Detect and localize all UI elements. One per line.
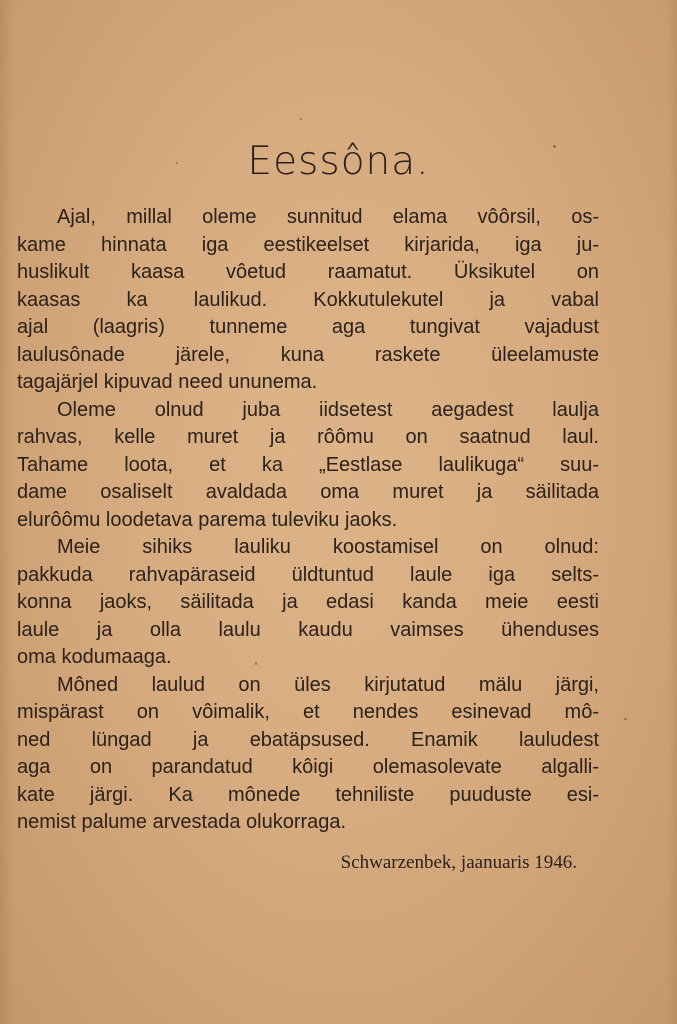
text-line: dame osaliselt avaldada oma muret ja säilitada <box>17 481 599 503</box>
text-line: konna jaoks, säilitada ja edasi kanda meie eesti <box>17 591 599 613</box>
text-line: elurôômu loodetava parema tuleviku jaoks. <box>17 508 398 531</box>
text-line: ned lüngad ja ebatäpsused. Enamik lauludest <box>17 728 599 751</box>
paper-speck <box>176 162 178 164</box>
text-line: oma kodumaaga. <box>17 646 172 668</box>
text-line: huslikult kaasa vôetud raamatut. Üksikutel on <box>17 261 599 283</box>
text-line: tagajärjel kipuvad need ununema. <box>17 371 318 393</box>
text-line: ajal (laagris) tunneme aga tungivat vajadust <box>17 316 599 338</box>
text-line: kate järgi. Ka mônede tehniliste puuduste esi- <box>17 783 599 806</box>
text-line: Oleme olnud juba iidsetest aegadest laulja <box>57 398 599 421</box>
text-line: Ajal, millal oleme sunnitud elama vôôrsil, os- <box>57 206 599 228</box>
text-line: laulusônade järele, kuna raskete üleelamuste <box>17 343 599 366</box>
paper-speck <box>624 718 627 720</box>
text-line: Tahame loota, et ka „Eestlase laulikuga“ suu- <box>17 453 599 476</box>
text-line: kaasas ka laulikud. Kokkutulekutel ja vabal <box>17 288 599 311</box>
text-line: kame hinnata iga eestikeelset kirjarida, iga ju- <box>17 233 599 256</box>
paper-speck <box>300 118 302 120</box>
text-line: pakkuda rahvapäraseid üldtuntud laule iga selts- <box>17 563 599 586</box>
text-line: Môned laulud on üles kirjutatud mälu järgi, <box>57 673 599 696</box>
text-line: laule ja olla laulu kaudu vaimses ühenduses <box>17 618 599 641</box>
paper-speck <box>553 145 556 148</box>
text-line: rahvas, kelle muret ja rôômu on saatnud laul. <box>17 426 599 448</box>
text-line: Meie sihiks lauliku koostamisel on olnud: <box>57 536 599 558</box>
paper-speck <box>255 662 257 665</box>
text-line: nemist palume arvestada olukorraga. <box>17 811 347 833</box>
preface-body <box>17 204 599 837</box>
text-line: aga on parandatud kôigi olemasolevate algalli- <box>17 756 599 778</box>
text-line: mispärast on vôimalik, et nendes esinevad mô- <box>17 701 599 723</box>
page-title: Eessôna. <box>247 139 430 184</box>
signature-place-date: Schwarzenbek, jaanuaris 1946. <box>340 852 577 873</box>
